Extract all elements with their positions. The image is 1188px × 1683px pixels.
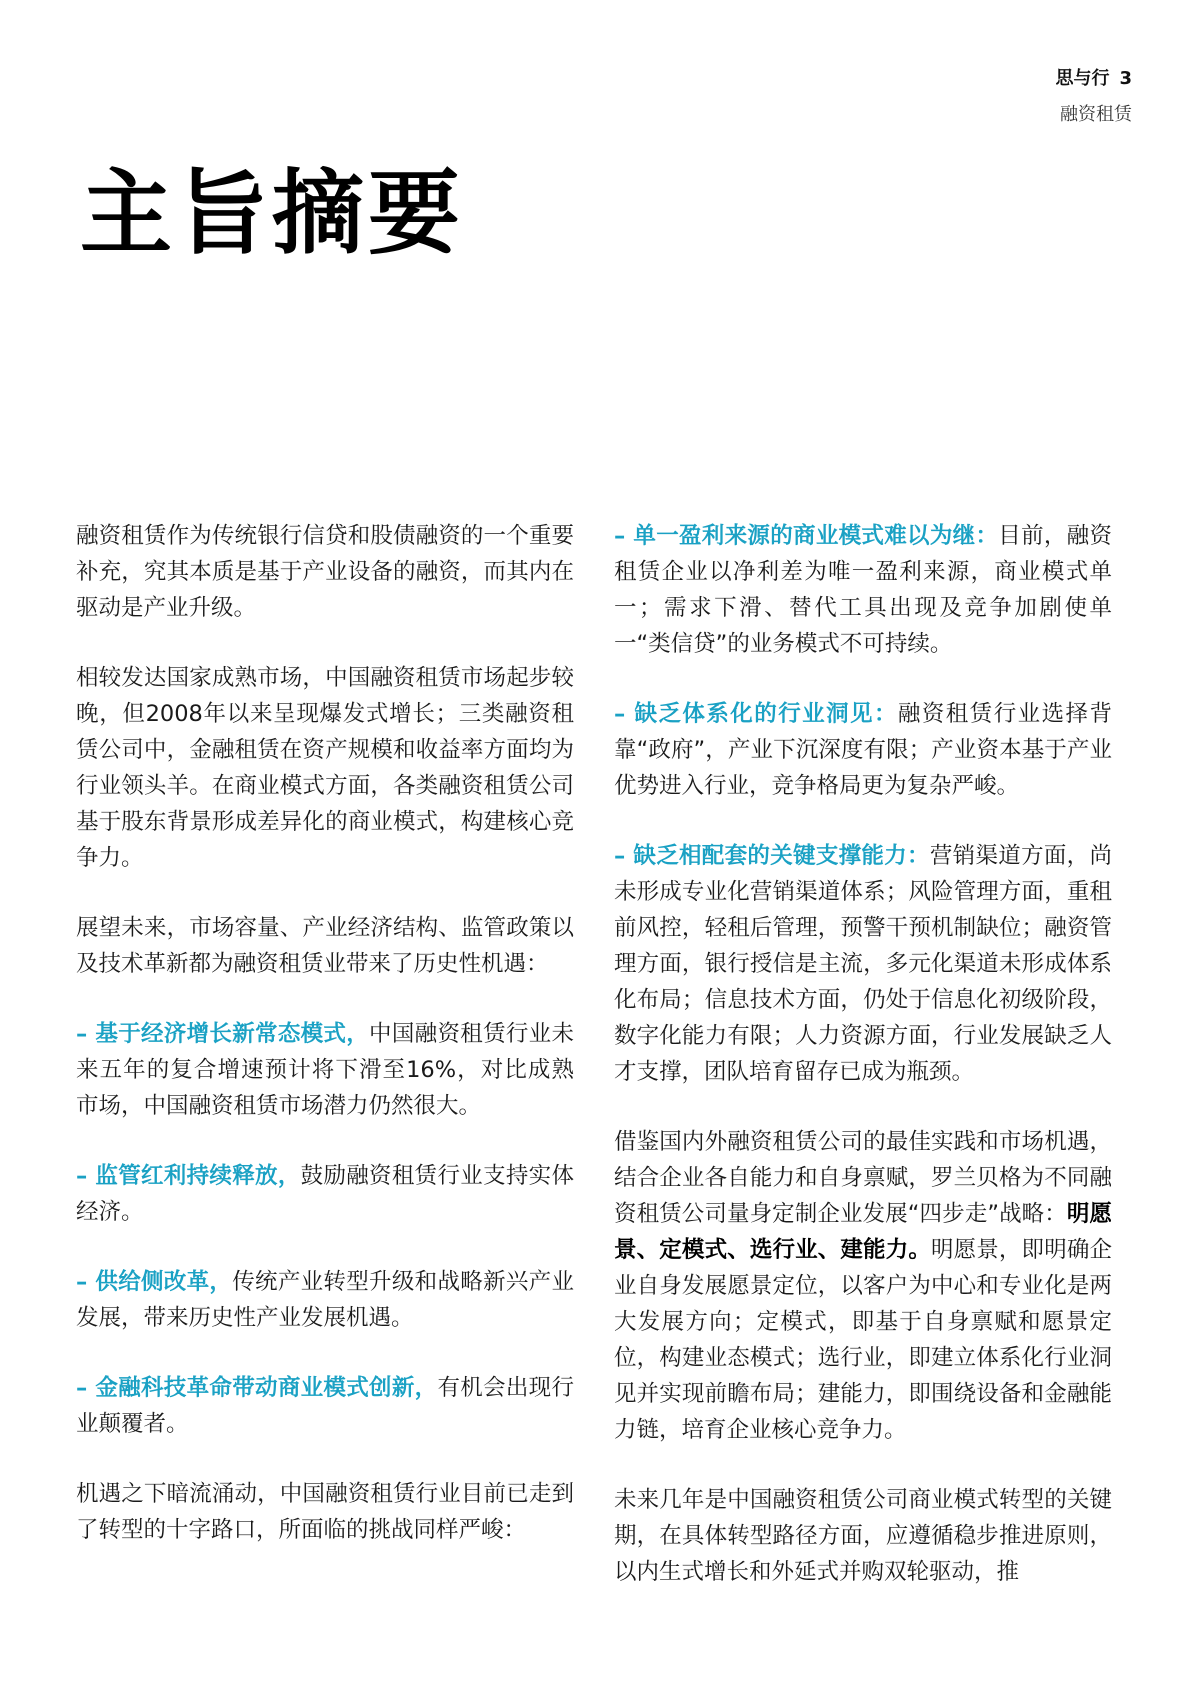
page-title: 主旨摘要 (80, 160, 465, 267)
challenge-heading: – 单一盈利来源的商业模式难以为继： (614, 523, 999, 549)
strategy-keywords: 明愿景、定模式、选行业、建能力。 (614, 1201, 1112, 1263)
outlook-paragraph: 展望未来，市场容量、产业经济结构、监管政策以及技术革新都为融资租赁业带来了历史性机遇： (76, 915, 574, 977)
market-paragraph: 相较发达国家成熟市场，中国融资租赁市场起步较晚，但2008年以来呈现爆发式增长；三类融资租赁公司中，金融租赁在资产规模和收益率方面均为行业领头羊。在商业模式方面，各类融资租赁公司基于股东背景形成差异化的商业模式，构建核心竞争力。 (76, 665, 574, 871)
opportunity-heading: – 供给侧改革， (76, 1269, 233, 1295)
left-column (76, 518, 574, 1582)
challenge-item (614, 696, 1112, 804)
opportunity-heading: – 金融科技革命带动商业模式创新， (76, 1375, 438, 1401)
running-header (1055, 64, 1132, 126)
header-section: 思与行 (1055, 68, 1110, 89)
opportunity-text: 中国融资租赁行业未来五年的复合增速预计将下滑至16%，对比成熟市场，中国融资租赁市场潜力仍然很大。 (76, 1021, 574, 1119)
opportunity-heading: – 基于经济增长新常态模式， (76, 1021, 370, 1047)
challenge-text: 营销渠道方面，尚未形成专业化营销渠道体系；风险管理方面，重租前风控，轻租后管理，预警干预机制缺位；融资管理方面，银行授信是主流，多元化渠道未形成体系化布局；信息技术方面，仍处于信息化初级阶段，数字化能力有限；人力资源方面，行业发展缺乏人才支撑，团队培育留存已成为瓶颈。 (614, 843, 1112, 1085)
challenge-text: 融资租赁行业选择背靠“政府”，产业下沉深度有限；产业资本基于产业优势进入行业，竞争格局更为复杂严峻。 (614, 701, 1112, 799)
opportunity-heading: – 监管红利持续释放， (76, 1163, 301, 1189)
challenge-intro-paragraph: 机遇之下暗流涌动，中国融资租赁行业目前已走到了转型的十字路口，所面临的挑战同样严峻： (76, 1481, 574, 1543)
challenge-heading: – 缺乏体系化的行业洞见： (614, 701, 898, 727)
header-subtitle: 融资租赁 (1060, 104, 1132, 125)
opportunity-item (76, 1158, 574, 1230)
right-column (614, 518, 1112, 1624)
transformation-paragraph: 未来几年是中国融资租赁公司商业模式转型的关键期，在具体转型路径方面，应遵循稳步推进原则，以内生式增长和外延式并购双轮驱动，推 (614, 1487, 1112, 1585)
challenge-text: 目前，融资租赁企业以净利差为唯一盈利来源，商业模式单一；需求下滑、替代工具出现及竞争加剧使单一“类信贷”的业务模式不可持续。 (614, 523, 1112, 657)
opportunity-text: 传统产业转型升级和战略新兴产业发展，带来历史性产业发展机遇。 (76, 1269, 574, 1331)
opportunity-item (76, 1264, 574, 1336)
strategy-paragraph (614, 1124, 1112, 1448)
challenge-heading: – 缺乏相配套的关键支撑能力： (614, 843, 930, 869)
challenge-item (614, 518, 1112, 662)
strategy-detail: 明愿景，即明确企业自身发展愿景定位，以客户为中心和专业化是两大发展方向；定模式，即基于自身禀赋和愿景定位，构建业态模式；选行业，即建立体系化行业洞见并实现前瞻布局；建能力，即围绕设备和金融能力链，培育企业核心竞争力。 (614, 1237, 1112, 1443)
strategy-text: 借鉴国内外融资租赁公司的最佳实践和市场机遇，结合企业各自能力和自身禀赋，罗兰贝格为不同融资租赁公司量身定制企业发展“四步走”战略： (614, 1129, 1112, 1227)
intro-paragraph: 融资租赁作为传统银行信贷和股债融资的一个重要补充，究其本质是基于产业设备的融资，而其内在驱动是产业升级。 (76, 523, 574, 621)
opportunity-item (76, 1016, 574, 1124)
opportunity-text: 有机会出现行业颠覆者。 (76, 1375, 574, 1437)
challenge-item (614, 838, 1112, 1090)
opportunity-text: 鼓励融资租赁行业支持实体经济。 (76, 1163, 574, 1225)
page-number: 3 (1119, 68, 1132, 89)
opportunity-item (76, 1370, 574, 1442)
